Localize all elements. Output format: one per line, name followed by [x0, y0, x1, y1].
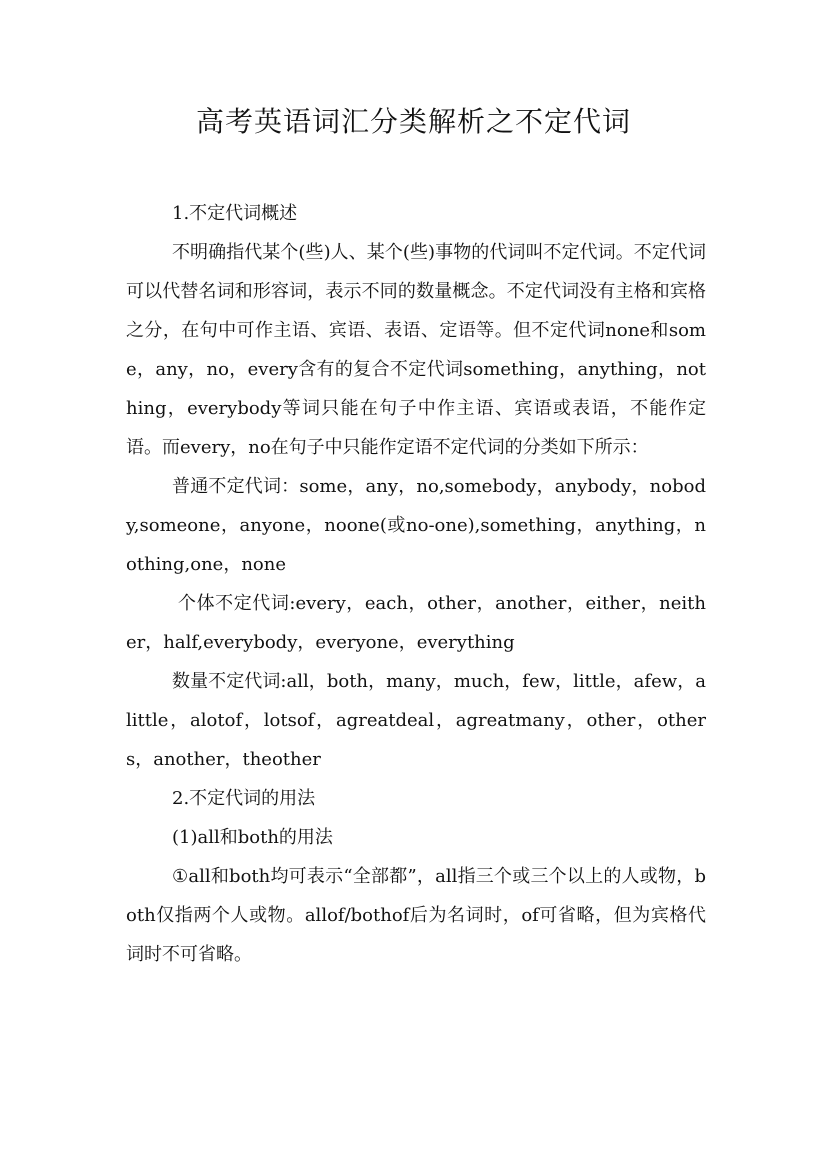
paragraph-definition: 不明确指代某个(些)人、某个(些)事物的代词叫不定代词。不定代词可以代替名词和形容词，表示不同的数量概念。不定代词没有主格和宾格之分，在句中可作主语、宾语、表语、定语等。但不定代词none和some，any，no，every含有的复合不定代词something，anything，nothing，everybody等词只能在句子中作主语、宾语或表语，不能作定语。而every，no在句子中只能作定语不定代词的分类如下所示： [126, 242, 706, 458]
paragraph-common-pronouns: 普通不定代词：some，any，no,somebody，anybody，nobody,someone，anyone，noone(或no-one),something，anything，nothing,one，none [126, 476, 706, 575]
paragraph-quantity-pronouns: 数量不定代词:all，both，many，much，few，little，afew，alittle，alotof，lotsof，agreatdeal，agreatmany，other，others，another，theother [126, 671, 706, 770]
paragraph-individual-pronouns: 个体不定代词:every，each，other，another，either，neither，half,everybody，everyone，everything [126, 593, 706, 653]
document-body [126, 194, 706, 974]
document-title: 高考英语词汇分类解析之不定代词 [195, 105, 631, 138]
section-heading-overview: 1.不定代词概述 [172, 203, 298, 224]
subsection-heading-all-both: (1)all和both的用法 [172, 827, 333, 848]
section-heading-usage: 2.不定代词的用法 [172, 788, 316, 809]
paragraph-all-both-usage: ①all和both均可表示“全部都”，all指三个或三个以上的人或物，both仅指两个人或物。allof/bothof后为名词时，of可省略，但为宾格代词时不可省略。 [126, 866, 706, 965]
